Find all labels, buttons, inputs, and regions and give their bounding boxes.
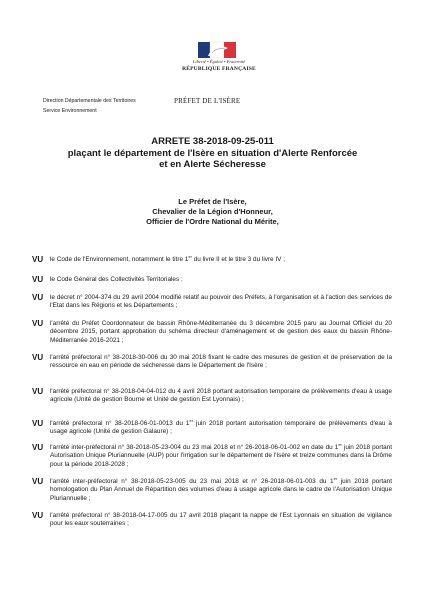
decree-title [60, 136, 365, 171]
vu-label: VU [32, 319, 44, 328]
vu-text: l'arrêté préfectoral n° 38-2018-06-01-0013 du 1er juin 2018 portant autorisation temporaire de prélèvements d'eau à usage agricole (Unité de gestion Galaure) ; [50, 417, 392, 436]
vu-text: l'arrêté préfectoral n° 38-2018-04-17-005 du 17 avril 2018 plaçant la nappe de l'Est Lyonnais en situation de vigilance pour les eaux souterraines ; [50, 512, 392, 528]
vu-item [32, 354, 392, 371]
vu-item [32, 320, 392, 345]
vu-label: VU [32, 511, 44, 520]
vu-item [32, 475, 392, 503]
republic-motto: Liberté • Égalité • Fraternité [192, 59, 246, 64]
prefect-order: Officier de l'Ordre National du Mérite, [146, 217, 279, 226]
service-label: Service Environnement [43, 108, 97, 114]
vu-item [32, 253, 392, 264]
vu-text: le Code de l'Environnement, notamment le titre 1er du livre II et le titre 3 du livre IV ; [50, 253, 285, 263]
vu-label: VU [32, 443, 44, 452]
decree-subject-line1: plaçant le département de l'Isère en situation d'Alerte Renforcée [67, 147, 358, 159]
vu-label: VU [32, 353, 44, 362]
vu-item [32, 417, 392, 437]
vu-item [32, 441, 392, 469]
direction-label: Direction Départementale des Territoires [43, 98, 136, 104]
vu-item [32, 512, 392, 529]
prefet-label: PRÉFET DE L'ISÈRE [174, 97, 241, 105]
vu-text: le décret n° 2004-374 du 29 avril 2004 modifié relatif au pouvoir des Préfets, à l'organisation et à l'action des services de l'Etat dans les Régions et les Départements ; [50, 294, 392, 310]
vu-label: VU [32, 419, 44, 428]
vu-label: VU [32, 275, 44, 284]
vu-item [32, 276, 392, 284]
vu-text: l'arrêté du Préfet Coordonnateur de bassin Rhône-Méditerranée du 3 décembre 2015 paru au Journal Officiel du 20 décembre 2015, portant approbation du schéma directeur d'aménagement et de gestion des eaux du bassin Rhône-Méditerranée 2016-2021 ; [50, 320, 392, 344]
vu-text: l'arrêté inter-préfectoral n° 38-2018-05-23-004 du 23 mai 2018 et n° 26-2018-06-01-002 en date du 1er juin 2018 portant Autorisation Unique Pluriannuelle (AUP) pour l'irrigation sur le département de l'Isère et treize communes dans la Drôme pour la période 2018-2028 ; [50, 441, 392, 468]
vu-text: l'arrêté inter-préfectoral n° 38-2018-05-23-005 du 23 mai 2018 et n° 26-2018-06-01-003 du 1er juin 2018 portant homologation du Plan Annuel de Répartition des volumes d'eau à usage agricole dans le cadre de l'Autorisation Unique Pluriannuelle ; [50, 475, 392, 502]
vu-label: VU [32, 255, 44, 264]
republic-name: RÉPUBLIQUE FRANÇAISE [182, 66, 256, 72]
prefect-name: Le Préfet de l'Isère, [178, 197, 247, 206]
vu-text: l'arrêté préfectoral n° 38-2018-30-006 du 30 mai 2018 fixant le cadre des mesures de gestion et de préservation de la ressource en eau en période de sécheresse dans le Département de l'Isère ; [50, 354, 392, 370]
vu-label: VU [32, 293, 44, 302]
vu-item [32, 388, 392, 405]
vu-text: l'arrêté préfectoral n° 38-2018-04-04-012 du 4 avril 2018 portant autorisation temporaire de prélèvements d'eau à usage agricole (Unité de gestion Bourne et Unité de gestion Est Lyonnais) ; [50, 388, 392, 404]
vu-item [32, 294, 392, 311]
prefect-titles [110, 197, 315, 227]
decree-subject-line2: et en Alerte Sécheresse [159, 159, 266, 170]
prefect-honour: Chevalier de la Légion d'Honneur, [152, 207, 273, 216]
vu-text: le Code Général des Collectivités Territoriales ; [50, 276, 183, 283]
vu-label: VU [32, 477, 44, 486]
decree-number: ARRETE 38-2018-09-25-011 [151, 136, 274, 147]
vu-label: VU [32, 387, 44, 396]
